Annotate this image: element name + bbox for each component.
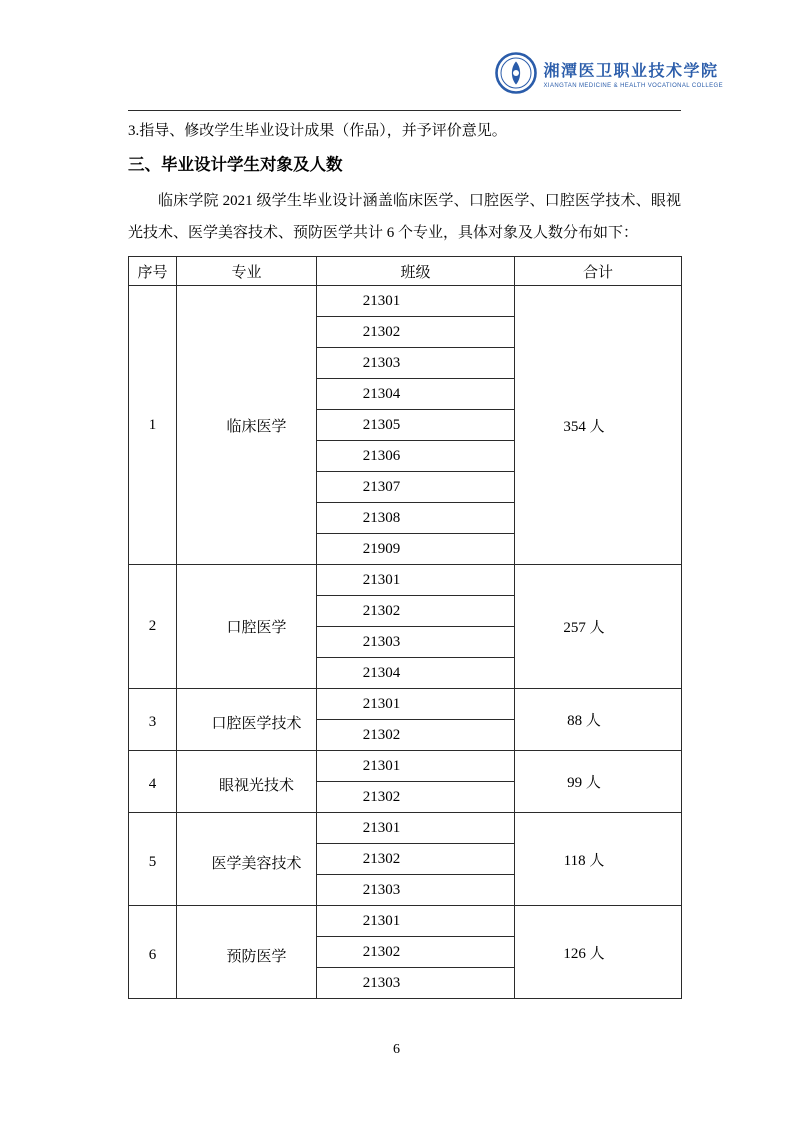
header-no: 序号 <box>129 257 177 286</box>
class-cell: 21302 <box>317 782 515 813</box>
class-cell: 21302 <box>317 937 515 968</box>
seq-cell: 2 <box>129 565 177 689</box>
class-cell: 21301 <box>317 689 515 720</box>
class-cell: 21303 <box>317 348 515 379</box>
major-cell: 口腔医学 <box>177 565 317 689</box>
seq-cell: 5 <box>129 813 177 906</box>
class-cell: 21301 <box>317 565 515 596</box>
class-cell: 21301 <box>317 906 515 937</box>
total-cell: 99 人 <box>515 751 682 813</box>
students-table <box>128 256 682 999</box>
seq-cell: 1 <box>129 286 177 565</box>
class-cell: 21302 <box>317 720 515 751</box>
intro-paragraph: 临床学院 2021 级学生毕业设计涵盖临床医学、口腔医学、口腔医学技术、眼视光技术、医学美容技术、预防医学共计 6 个专业，具体对象及人数分布如下： <box>128 193 681 241</box>
table-row <box>129 565 682 596</box>
total-cell: 354 人 <box>515 286 682 565</box>
total-cell: 126 人 <box>515 906 682 999</box>
class-cell: 21909 <box>317 534 515 565</box>
college-name-cn: 湘潭医卫职业技术学院 <box>543 62 719 80</box>
header-class: 班级 <box>317 257 515 286</box>
class-cell: 21307 <box>317 472 515 503</box>
class-cell: 21302 <box>317 317 515 348</box>
class-cell: 21303 <box>317 968 515 999</box>
total-cell: 88 人 <box>515 689 682 751</box>
class-cell: 21305 <box>317 410 515 441</box>
major-cell: 临床医学 <box>177 286 317 565</box>
class-cell: 21301 <box>317 751 515 782</box>
seq-cell: 4 <box>129 751 177 813</box>
page-content <box>128 0 723 999</box>
college-logo-text <box>544 62 723 90</box>
class-cell: 21304 <box>317 658 515 689</box>
seq-cell: 6 <box>129 906 177 999</box>
class-cell: 21302 <box>317 844 515 875</box>
table-row <box>129 813 682 844</box>
table-row <box>129 689 682 720</box>
class-cell: 21301 <box>317 286 515 317</box>
class-cell: 21306 <box>317 441 515 472</box>
college-emblem-icon <box>495 52 537 99</box>
table-row <box>129 286 682 317</box>
college-logo <box>495 52 723 99</box>
table-header-row <box>129 257 682 286</box>
major-cell: 医学美容技术 <box>177 813 317 906</box>
seq-cell: 3 <box>129 689 177 751</box>
section-heading: 三、毕业设计学生对象及人数 <box>128 156 343 174</box>
page-number: 6 <box>393 1042 400 1057</box>
class-cell: 21304 <box>317 379 515 410</box>
class-cell: 21308 <box>317 503 515 534</box>
header-major: 专业 <box>177 257 317 286</box>
class-cell: 21302 <box>317 596 515 627</box>
list-item-3: 3.指导、修改学生毕业设计成果（作品），并予评价意见。 <box>128 123 507 139</box>
class-cell: 21303 <box>317 627 515 658</box>
major-cell: 口腔医学技术 <box>177 689 317 751</box>
total-cell: 118 人 <box>515 813 682 906</box>
college-name-en: XIANGTAN MEDICINE & HEALTH VOCATIONAL COLLEGE <box>543 82 723 89</box>
major-cell: 预防医学 <box>177 906 317 999</box>
total-cell: 257 人 <box>515 565 682 689</box>
header-total: 合计 <box>515 257 682 286</box>
major-cell: 眼视光技术 <box>177 751 317 813</box>
table-row <box>129 906 682 937</box>
page-header <box>128 0 723 111</box>
class-cell: 21301 <box>317 813 515 844</box>
class-cell: 21303 <box>317 875 515 906</box>
table-row <box>129 751 682 782</box>
